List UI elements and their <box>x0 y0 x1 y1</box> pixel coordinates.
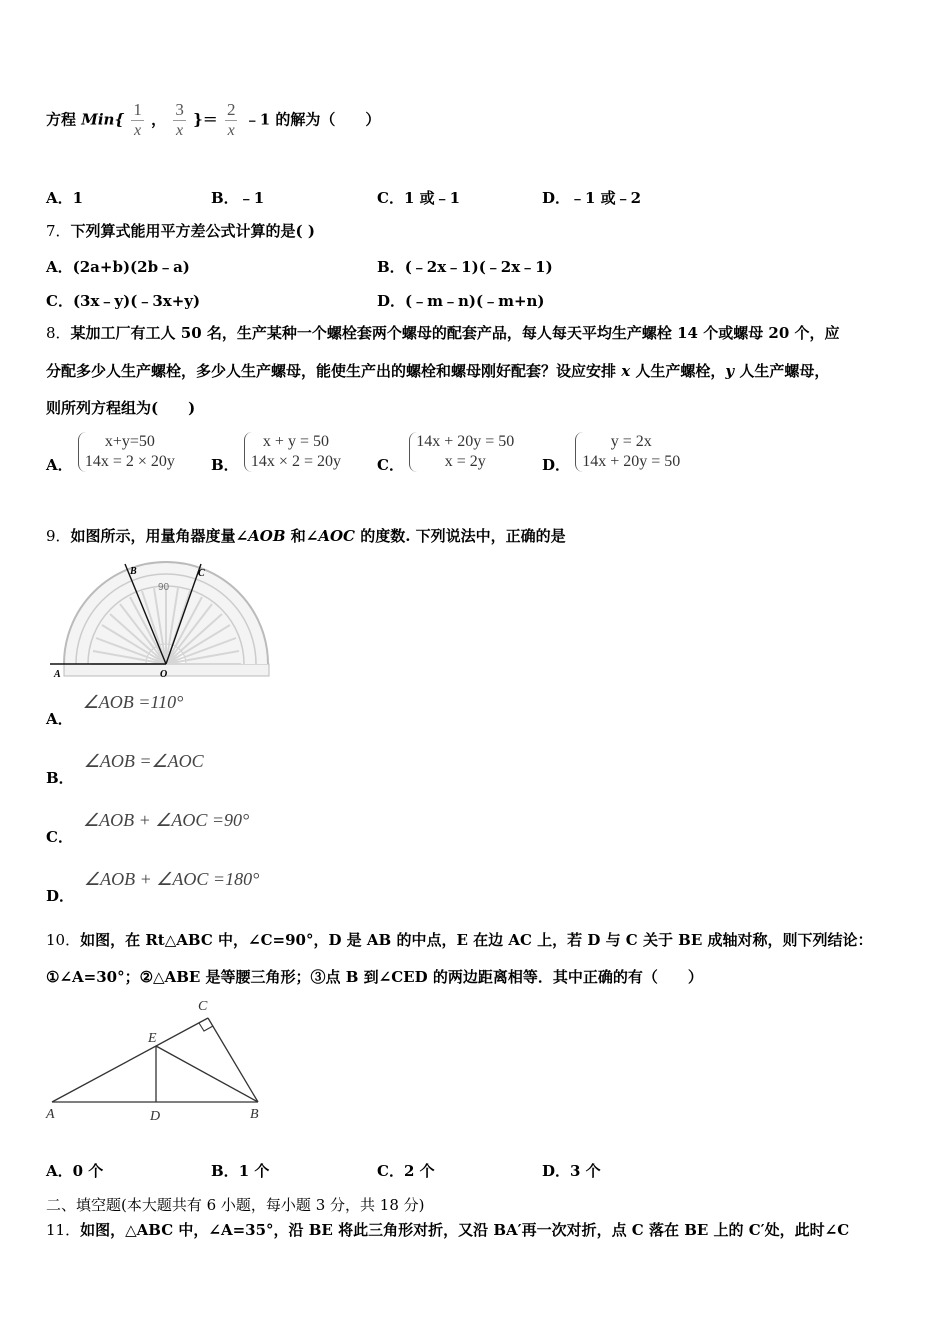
protractor <box>64 562 269 676</box>
svg-text:D: D <box>150 1109 161 1124</box>
q6-stem <box>46 100 380 141</box>
q10-option-a: A．0 个 <box>46 1162 104 1180</box>
q7-number: 7． <box>46 222 71 240</box>
q7-stem <box>46 221 315 241</box>
q9-option-d: D．∠AOB + ∠AOC =180° <box>46 869 260 905</box>
q6-prefix: 方程 <box>46 110 77 129</box>
q8-option-b: B． x + y = 50 14x × 2 = 20y <box>211 433 341 474</box>
svg-text:A: A <box>46 1107 55 1122</box>
equation-system: y = 2x 14x + 20y = 50 <box>575 432 680 472</box>
q6-fraction-1 <box>131 100 144 141</box>
q6-eq: }＝ <box>193 110 218 129</box>
svg-text:O: O <box>160 669 168 680</box>
q8-line-2: 分配多少人生产螺栓，多少人生产螺母，能使生产出的螺栓和螺母刚好配套？设应安排 x 人生产螺栓，y 人生产螺母， <box>46 362 830 380</box>
q7-option-d: D．(﹣m﹣n)(﹣m+n) <box>377 292 545 310</box>
q8-option-c: C． 14x + 20y = 50 x = 2y <box>377 433 515 474</box>
q7-option-c: C．(3x﹣y)(﹣3x+y) <box>46 292 201 310</box>
q10-option-c: C．2 个 <box>377 1162 435 1180</box>
q8-option-d: D． y = 2x 14x + 20y = 50 <box>542 433 681 474</box>
q10-option-d: D．3 个 <box>542 1162 601 1180</box>
svg-text:C: C <box>198 568 205 579</box>
q6-frac1-den: x <box>134 122 142 139</box>
q9-stem: 9．如图所示，用量角器度量∠AOB 和∠AOC 的度数. 下列说法中，正确的是 <box>46 527 566 545</box>
q6-option-a: A．1 <box>46 189 84 207</box>
section-title-fill-in: 二、填空题(本大题共有 6 小题，每小题 3 分，共 18 分) <box>46 1196 425 1214</box>
q8-option-a: A． x+y=50 14x = 2 × 20y <box>46 433 175 474</box>
right-angle-mark <box>199 1023 213 1031</box>
triangle-figure <box>44 994 268 1124</box>
q8-number: 8． <box>46 324 71 342</box>
q9-option-c: C．∠AOB + ∠AOC =90° <box>46 810 250 846</box>
svg-text:E: E <box>148 1031 157 1046</box>
q10-option-b: B．1 个 <box>211 1162 270 1180</box>
segment-ac <box>52 1018 208 1102</box>
q6-frac2-den: x <box>176 122 184 139</box>
q6-fraction-3 <box>225 100 238 141</box>
q6-option-d: D．﹣1 或﹣2 <box>542 189 642 207</box>
q7-text: 下列算式能用平方差公式计算的是( ) <box>70 222 315 240</box>
q9-option-a: A．∠AOB =110° <box>46 692 184 728</box>
equation-system: x+y=50 14x = 2 × 20y <box>78 432 175 472</box>
svg-text:A: A <box>54 669 61 680</box>
q6-frac3-den: x <box>227 122 235 139</box>
q6-fraction-2 <box>173 100 186 141</box>
q9-option-b: B．∠AOB =∠AOC <box>46 751 204 787</box>
equation-system: x + y = 50 14x × 2 = 20y <box>244 432 341 472</box>
segment-eb <box>156 1046 258 1102</box>
svg-text:B: B <box>250 1107 259 1122</box>
q6-sep: ， <box>151 110 167 129</box>
q6-option-b: B．﹣1 <box>211 189 265 207</box>
q10-line-1: 10．如图，在 Rt△ABC 中，∠C=90°，D 是 AB 的中点，E 在边 AC 上，若 D 与 C 关于 BE 成轴对称，则下列结论： <box>46 931 873 949</box>
q6-suffix: ﹣1 的解为（ ） <box>244 110 381 129</box>
q6-frac1-num: 1 <box>133 100 142 119</box>
svg-text:B: B <box>130 566 137 577</box>
svg-text:C: C <box>198 999 208 1014</box>
q7-option-a: A．(2a+b)(2b﹣a) <box>46 258 190 276</box>
q6-frac3-num: 2 <box>226 100 236 119</box>
q8-line-3: 则所列方程组为( ) <box>46 399 196 417</box>
equation-system: 14x + 20y = 50 x = 2y <box>409 432 514 472</box>
svg-text:90: 90 <box>158 582 170 593</box>
q10-line-2: ①∠A=30°；②△ABE 是等腰三角形；③点 B 到∠CED 的两边距离相等．其中正确的有（ ） <box>46 968 703 986</box>
q6-min-label: Min{ <box>81 110 125 129</box>
q11-line-1: 11．如图，△ABC 中，∠A=35°，沿 BE 将此三角形对折，又沿 BA′再一次对折，点 C 落在 BE 上的 C′处，此时∠C <box>46 1221 850 1239</box>
q6-frac2-num: 3 <box>175 100 184 119</box>
q8-line-1: 8．某加工厂有工人 50 名，生产某种一个螺栓套两个螺母的配套产品，每人每天平均生产螺栓 14 个或螺母 20 个，应 <box>46 324 840 342</box>
protractor-figure <box>46 560 274 680</box>
q6-option-c: C．1 或﹣1 <box>377 189 461 207</box>
q7-option-b: B．(﹣2x﹣1)(﹣2x﹣1) <box>377 258 553 276</box>
segment-cb <box>208 1018 258 1102</box>
